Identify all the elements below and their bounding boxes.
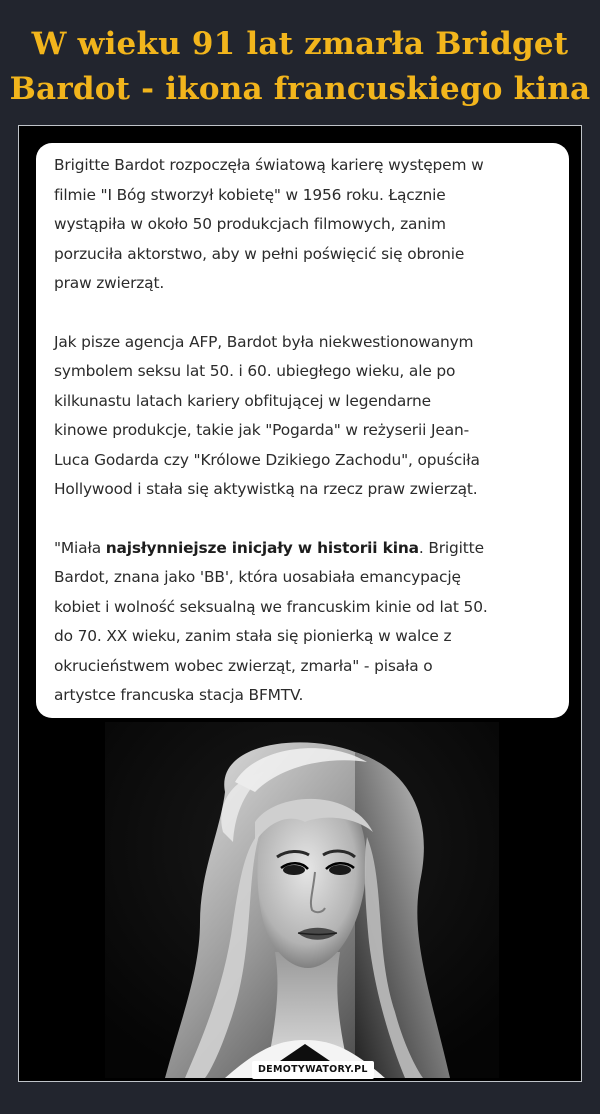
quote-start: "Miała — [54, 538, 106, 557]
headline-line-1: W wieku 91 lat zmarła Bridget — [31, 26, 569, 62]
article-paragraph-3 — [54, 534, 555, 711]
quote-end: . Brigitte Bardot, znana jako 'BB', która uosabiała emancypację kobiet i wolność seksualną we francuskim kinie od lat 50. do 70. XX wieku, zanim stała się pionierką w walce z okrucieństwem wobec zwierząt, zmarła" - pisała o artystce francuska stacja BFMTV. — [54, 538, 488, 704]
headline — [0, 22, 600, 112]
article-paragraph-1: Brigitte Bardot rozpoczęła światową karierę występem w filmie "I Bóg stworzył kobietę" w 1956 roku. Łącznie wystąpiła w około 50 produkcjach filmowych, zanim porzuciła aktorstwo, aby w pełni poświęcić się obronie praw zwierząt. — [54, 156, 484, 292]
quote-bold-phrase: najsłynniejsze inicjały w historii kina — [105, 538, 419, 557]
article-paragraph-2: Jak pisze agencja AFP, Bardot była niekwestionowanym symbolem seksu lat 50. i 60. ubiegłego wieku, ale po kilkunastu latach kariery obfitującej w legendarne kinowe produkcje, takie jak "Pogarda" w reżyserii Jean- Luca Godarda czy "Królowe Dzikiego Zachodu", opuściła Hollywood i stała się aktywistką na rzecz praw zwierząt. — [54, 332, 480, 498]
article-text-card — [36, 143, 569, 718]
demotywatory-watermark: DEMOTYWATORY.PL — [252, 1061, 374, 1079]
headline-line-2: Bardot - ikona francuskiego kina — [9, 71, 591, 107]
portrait-photo — [105, 722, 499, 1078]
